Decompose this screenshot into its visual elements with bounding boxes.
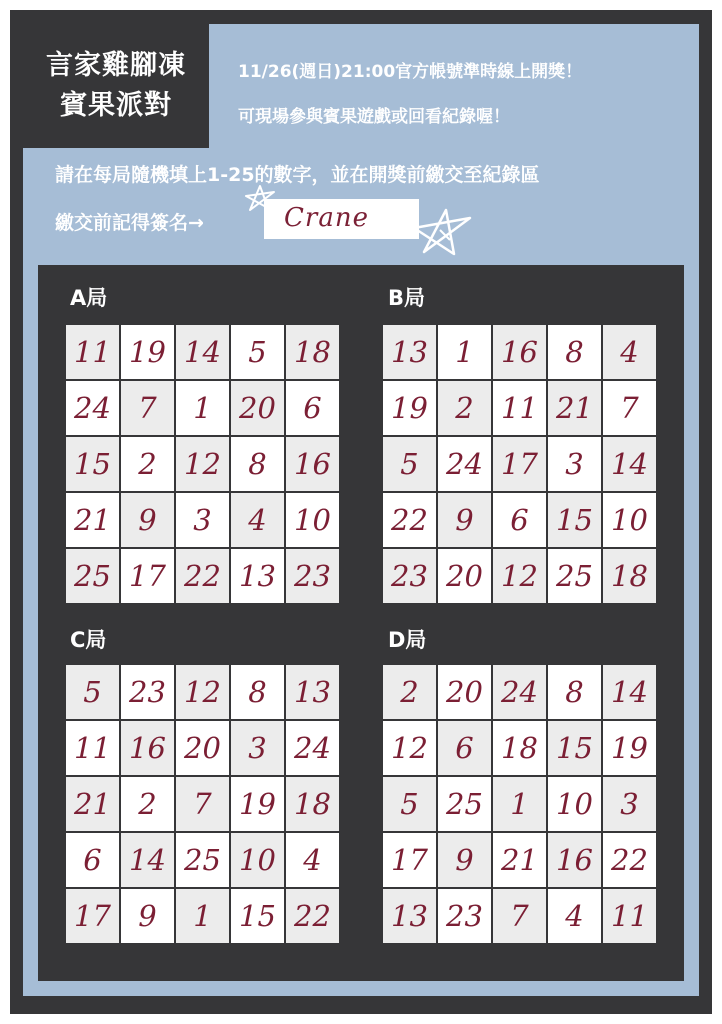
bingo-cell[interactable]: 7: [176, 777, 229, 831]
bingo-cell[interactable]: 9: [121, 493, 174, 547]
bingo-cell[interactable]: 4: [231, 493, 284, 547]
bingo-cell[interactable]: 20: [438, 665, 491, 719]
bingo-cell[interactable]: 8: [231, 665, 284, 719]
bingo-cell[interactable]: 19: [231, 777, 284, 831]
bingo-cell[interactable]: 20: [176, 721, 229, 775]
event-title: [23, 24, 209, 148]
bingo-grid-c: [66, 665, 339, 943]
bingo-cell[interactable]: 17: [493, 437, 546, 491]
bingo-cell[interactable]: 1: [493, 777, 546, 831]
bingo-cell[interactable]: 6: [493, 493, 546, 547]
bingo-cell[interactable]: 15: [548, 721, 601, 775]
bingo-cell[interactable]: 22: [286, 889, 339, 943]
bingo-cell[interactable]: 6: [286, 381, 339, 435]
bingo-cell[interactable]: 23: [121, 665, 174, 719]
bingo-cell[interactable]: 17: [383, 833, 436, 887]
bingo-cell[interactable]: 4: [286, 833, 339, 887]
bingo-cell[interactable]: 12: [493, 549, 546, 603]
bingo-cell[interactable]: 21: [66, 777, 119, 831]
bingo-cell[interactable]: 13: [383, 325, 436, 379]
bingo-cell[interactable]: 23: [438, 889, 491, 943]
bingo-cell[interactable]: 10: [548, 777, 601, 831]
bingo-cell[interactable]: 19: [121, 325, 174, 379]
bingo-cell[interactable]: 3: [231, 721, 284, 775]
bingo-cell[interactable]: 3: [176, 493, 229, 547]
bingo-cell[interactable]: 24: [286, 721, 339, 775]
info-line-1: 11/26(週日)21:00官方帳號準時線上開獎！: [238, 62, 583, 82]
bingo-cell[interactable]: 21: [66, 493, 119, 547]
round-b-label: B局: [388, 286, 426, 310]
bingo-cell[interactable]: 7: [603, 381, 656, 435]
bingo-cell[interactable]: 2: [121, 437, 174, 491]
bingo-cell[interactable]: 11: [493, 381, 546, 435]
bingo-cell[interactable]: 14: [603, 665, 656, 719]
bingo-cell[interactable]: 10: [286, 493, 339, 547]
bingo-cell[interactable]: 9: [438, 493, 491, 547]
bingo-cell[interactable]: 25: [548, 549, 601, 603]
bingo-cell[interactable]: 11: [66, 721, 119, 775]
bingo-cell[interactable]: 5: [383, 437, 436, 491]
bingo-cell[interactable]: 25: [438, 777, 491, 831]
bingo-cell[interactable]: 22: [603, 833, 656, 887]
bingo-cell[interactable]: 4: [603, 325, 656, 379]
bingo-cell[interactable]: 12: [176, 437, 229, 491]
event-title-line2: 賓果派對: [60, 90, 172, 121]
bingo-cell[interactable]: 13: [286, 665, 339, 719]
bingo-cell[interactable]: 5: [383, 777, 436, 831]
bingo-cell[interactable]: 11: [66, 325, 119, 379]
bingo-cell[interactable]: 15: [231, 889, 284, 943]
bingo-cell[interactable]: 18: [286, 777, 339, 831]
bingo-grid-a: [66, 325, 339, 603]
bingo-cell[interactable]: 20: [231, 381, 284, 435]
bingo-cell[interactable]: 5: [66, 665, 119, 719]
bingo-cell[interactable]: 9: [121, 889, 174, 943]
bingo-cell[interactable]: 1: [176, 381, 229, 435]
bingo-cell[interactable]: 6: [438, 721, 491, 775]
bingo-cell[interactable]: 19: [603, 721, 656, 775]
bingo-cell[interactable]: 1: [176, 889, 229, 943]
bingo-cell[interactable]: 18: [493, 721, 546, 775]
bingo-cell[interactable]: 24: [493, 665, 546, 719]
instruction-line-1: 請在每局隨機填上1-25的數字，並在開獎前繳交至紀錄區: [55, 164, 540, 186]
bingo-cell[interactable]: 22: [383, 493, 436, 547]
bingo-cell[interactable]: 22: [176, 549, 229, 603]
bingo-cell[interactable]: 20: [438, 549, 491, 603]
bingo-cell[interactable]: 14: [603, 437, 656, 491]
bingo-cell[interactable]: 25: [176, 833, 229, 887]
bingo-cell[interactable]: 18: [286, 325, 339, 379]
bingo-cell[interactable]: 10: [603, 493, 656, 547]
bingo-cell[interactable]: 5: [231, 325, 284, 379]
bingo-cell[interactable]: 7: [121, 381, 174, 435]
bingo-cell[interactable]: 23: [286, 549, 339, 603]
bingo-cell[interactable]: 15: [66, 437, 119, 491]
round-a-label: A局: [70, 286, 108, 310]
instruction-line-2: 繳交前記得簽名→: [55, 212, 204, 234]
bingo-cell[interactable]: 8: [548, 665, 601, 719]
bingo-cell[interactable]: 16: [548, 833, 601, 887]
bingo-cell[interactable]: 16: [286, 437, 339, 491]
bingo-cell[interactable]: 8: [231, 437, 284, 491]
bingo-cell[interactable]: 21: [548, 381, 601, 435]
bingo-cell[interactable]: 19: [383, 381, 436, 435]
round-d-label: D局: [388, 628, 427, 652]
bingo-cell[interactable]: 12: [176, 665, 229, 719]
bingo-cell[interactable]: 3: [603, 777, 656, 831]
event-title-line1: 言家雞腳凍: [46, 50, 186, 81]
bingo-grid-d: [383, 665, 656, 943]
bingo-cell[interactable]: 18: [603, 549, 656, 603]
bingo-cell[interactable]: 17: [121, 549, 174, 603]
bingo-cell[interactable]: 16: [121, 721, 174, 775]
bingo-cell[interactable]: 1: [438, 325, 491, 379]
bingo-cell[interactable]: 13: [383, 889, 436, 943]
bingo-cell[interactable]: 14: [121, 833, 174, 887]
bingo-cell[interactable]: 9: [438, 833, 491, 887]
bingo-cell[interactable]: 10: [231, 833, 284, 887]
bingo-grid-b: [383, 325, 656, 603]
bingo-cell[interactable]: 24: [438, 437, 491, 491]
bingo-cell[interactable]: 11: [603, 889, 656, 943]
bingo-cell[interactable]: 7: [493, 889, 546, 943]
large-star-doodle-icon: [410, 206, 474, 258]
bingo-cell[interactable]: 3: [548, 437, 601, 491]
bingo-cell[interactable]: 17: [66, 889, 119, 943]
bingo-cell[interactable]: 23: [383, 549, 436, 603]
bingo-cell[interactable]: 25: [66, 549, 119, 603]
signature-text: Crane: [284, 203, 369, 233]
bingo-cell[interactable]: 24: [66, 381, 119, 435]
bingo-cell[interactable]: 4: [548, 889, 601, 943]
bingo-cell[interactable]: 8: [548, 325, 601, 379]
bingo-cell[interactable]: 12: [383, 721, 436, 775]
bingo-cell[interactable]: 16: [493, 325, 546, 379]
bingo-cell[interactable]: 14: [176, 325, 229, 379]
bingo-cell[interactable]: 15: [548, 493, 601, 547]
bingo-cell[interactable]: 13: [231, 549, 284, 603]
bingo-cell[interactable]: 2: [438, 381, 491, 435]
bingo-cell[interactable]: 2: [383, 665, 436, 719]
bingo-cell[interactable]: 6: [66, 833, 119, 887]
bingo-cell[interactable]: 21: [493, 833, 546, 887]
info-line-2: 可現場參與賓果遊戲或回看紀錄喔！: [238, 107, 510, 127]
bingo-cell[interactable]: 2: [121, 777, 174, 831]
round-c-label: C局: [70, 628, 107, 652]
